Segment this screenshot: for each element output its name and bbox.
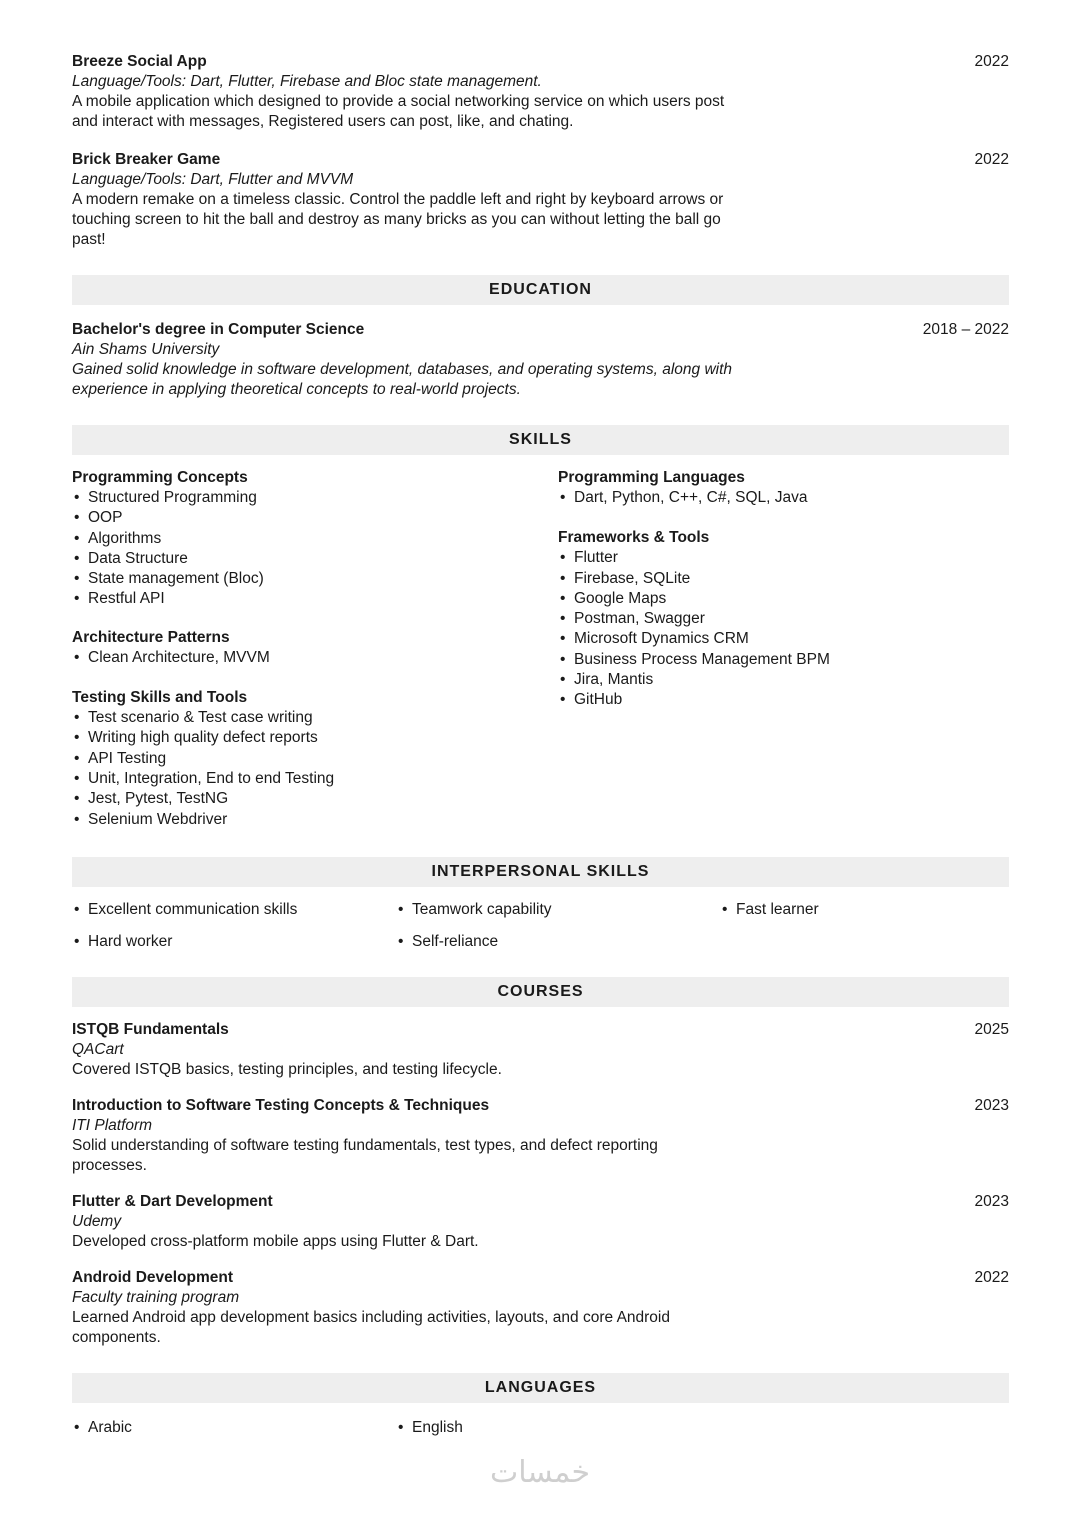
skill-list <box>72 708 542 830</box>
degree-title: Bachelor's degree in Computer Science <box>72 321 365 338</box>
section-heading-interpersonal: INTERPERSONAL SKILLS <box>72 857 1009 887</box>
skill-item: • Postman, Swagger <box>558 609 1009 629</box>
course-provider: QACart <box>72 1041 124 1058</box>
interpersonal-skill-item: • Excellent communication skills <box>72 900 297 920</box>
project-desc-line: past! <box>72 231 106 248</box>
course-provider: Faculty training program <box>72 1289 240 1306</box>
skill-group-title: Frameworks & Tools <box>558 529 710 547</box>
skill-item: • Google Maps <box>558 589 1009 609</box>
skills-right-column <box>558 468 1009 711</box>
skill-list <box>72 488 542 610</box>
skill-group-title: Programming Concepts <box>72 469 248 486</box>
project-year: 2022 <box>974 53 1009 70</box>
course-desc-line: Solid understanding of software testing fundamentals, test types, and defect reporting <box>72 1137 658 1154</box>
skill-group-title: Architecture Patterns <box>72 628 230 646</box>
education-desc-line: Gained solid knowledge in software development, databases, and operating systems, along with <box>72 361 733 378</box>
skill-list <box>72 648 542 668</box>
skills-left-column <box>72 468 542 830</box>
skill-item: • Microsoft Dynamics CRM <box>558 629 1009 649</box>
course-desc-line: Developed cross-platform mobile apps using Flutter & Dart. <box>72 1233 479 1250</box>
section-heading-languages: LANGUAGES <box>72 1373 1009 1403</box>
project-year: 2022 <box>974 151 1009 168</box>
skill-item: • Flutter <box>558 548 1009 568</box>
skill-group-title: Testing Skills and Tools <box>72 689 248 707</box>
skill-item: • State management (Bloc) <box>72 569 542 589</box>
project-desc-line: and interact with messages, Registered users can post, like, and chating. <box>72 113 574 130</box>
language-item: • English <box>396 1418 463 1438</box>
education-years: 2018 – 2022 <box>922 321 1009 338</box>
project-tools: Language/Tools: Dart, Flutter and MVVM <box>72 171 354 188</box>
course-entry <box>72 1020 1009 1080</box>
course-entry <box>72 1268 1009 1348</box>
project-desc-line: touching screen to hit the ball and destroy as many bricks as you can without letting the ball go <box>72 211 721 228</box>
watermark-logo: خمسات <box>489 1455 591 1490</box>
education-entry <box>72 320 1009 400</box>
interpersonal-skill-item: • Hard worker <box>72 932 172 952</box>
skill-item: • API Testing <box>72 749 542 769</box>
project-desc-line: A mobile application which designed to provide a social networking service on which users post <box>72 93 725 110</box>
skill-item: • Firebase, SQLite <box>558 569 1009 589</box>
course-desc-line: Learned Android app development basics including activities, layouts, and core Android <box>72 1309 670 1326</box>
project-entry <box>72 52 1009 132</box>
course-year: 2025 <box>974 1021 1009 1038</box>
interpersonal-skill-item: • Self-reliance <box>396 932 498 952</box>
interpersonal-skill-item: • Teamwork capability <box>396 900 552 920</box>
skill-item: • Jira, Mantis <box>558 670 1009 690</box>
course-year: 2023 <box>974 1097 1009 1114</box>
course-provider: ITI Platform <box>72 1117 153 1134</box>
skill-item: • Writing high quality defect reports <box>72 728 542 748</box>
project-tools: Language/Tools: Dart, Flutter, Firebase and Bloc state management. <box>72 73 542 90</box>
course-desc-line: processes. <box>72 1157 147 1174</box>
skill-item: • Jest, Pytest, TestNG <box>72 789 542 809</box>
course-provider: Udemy <box>72 1213 122 1230</box>
course-entry <box>72 1192 1009 1252</box>
course-desc-line: Covered ISTQB basics, testing principles, and testing lifecycle. <box>72 1061 502 1078</box>
interpersonal-skill-item: • Fast learner <box>720 900 819 920</box>
skill-item: • OOP <box>72 508 542 528</box>
skill-list <box>558 488 1009 508</box>
language-item: • Arabic <box>72 1418 132 1438</box>
language-grid <box>72 1418 1009 1442</box>
course-title: ISTQB Fundamentals <box>72 1021 229 1038</box>
course-year: 2023 <box>974 1193 1009 1210</box>
skill-item: • Algorithms <box>72 529 542 549</box>
skill-item: • Restful API <box>72 589 542 609</box>
skill-item: • Business Process Management BPM <box>558 650 1009 670</box>
project-entry <box>72 150 1009 250</box>
project-desc-line: A modern remake on a timeless classic. Control the paddle left and right by keyboard arrows or <box>72 191 724 208</box>
school-name: Ain Shams University <box>72 341 220 358</box>
education-desc-line: experience in applying theoretical concepts to real-world projects. <box>72 381 521 398</box>
skill-item: • Dart, Python, C++, C#, SQL, Java <box>558 488 1009 508</box>
skill-item: • Unit, Integration, End to end Testing <box>72 769 542 789</box>
skill-item: • Selenium Webdriver <box>72 810 542 830</box>
course-title: Introduction to Software Testing Concepts & Techniques <box>72 1097 490 1114</box>
course-title: Android Development <box>72 1269 234 1286</box>
skill-group-title: Programming Languages <box>558 469 745 486</box>
course-desc-line: components. <box>72 1329 161 1346</box>
skill-item: • Test scenario & Test case writing <box>72 708 542 728</box>
section-heading-skills: SKILLS <box>72 425 1009 455</box>
course-year: 2022 <box>974 1269 1009 1286</box>
skill-item: • Data Structure <box>72 549 542 569</box>
interpersonal-skill-grid <box>72 900 1009 964</box>
course-title: Flutter & Dart Development <box>72 1193 273 1210</box>
skill-list <box>558 548 1009 710</box>
skill-item: • Structured Programming <box>72 488 542 508</box>
skill-item: • GitHub <box>558 690 1009 710</box>
skill-item: • Clean Architecture, MVVM <box>72 648 542 668</box>
project-title: Brick Breaker Game <box>72 151 221 168</box>
section-heading-courses: COURSES <box>72 977 1009 1007</box>
course-entry <box>72 1096 1009 1176</box>
project-title: Breeze Social App <box>72 53 207 70</box>
section-heading-education: EDUCATION <box>72 275 1009 305</box>
